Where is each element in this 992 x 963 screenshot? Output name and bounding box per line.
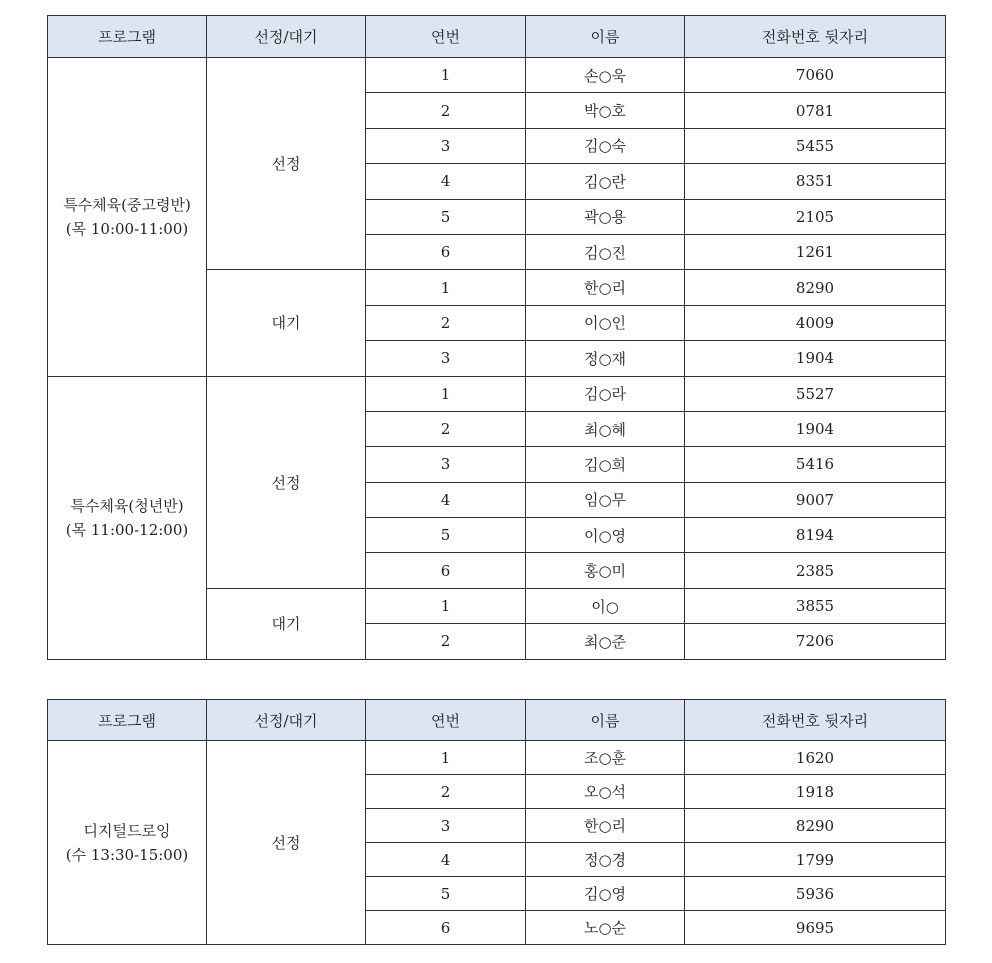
header-phone: 전화번호 뒷자리 (685, 700, 946, 741)
phone-last-digits: 8351 (685, 164, 946, 199)
participant-name: 오○석 (526, 775, 685, 809)
participant-name: 홍○미 (526, 553, 685, 588)
participant-name: 한○리 (526, 809, 685, 843)
phone-last-digits: 5527 (685, 376, 946, 411)
program-name: 디지털드로잉 (83, 821, 171, 840)
phone-last-digits: 8290 (685, 270, 946, 305)
program-time: (목 10:00-11:00) (65, 219, 189, 238)
row-number: 6 (366, 553, 526, 588)
phone-last-digits: 7206 (685, 624, 946, 659)
status-selected: 선정 (207, 741, 366, 945)
program-name: 특수체육(중고령반) (63, 195, 191, 214)
participant-name: 임○무 (526, 482, 685, 517)
phone-last-digits: 1904 (685, 341, 946, 376)
row-number: 1 (366, 58, 526, 93)
participant-name: 박○호 (526, 93, 685, 128)
phone-last-digits: 9695 (685, 911, 946, 945)
row-number: 2 (366, 93, 526, 128)
phone-last-digits: 2385 (685, 553, 946, 588)
participant-name: 이○인 (526, 305, 685, 340)
row-number: 1 (366, 588, 526, 623)
row-number: 3 (366, 341, 526, 376)
row-number: 1 (366, 376, 526, 411)
row-number: 6 (366, 911, 526, 945)
participant-name: 김○영 (526, 877, 685, 911)
program-name: 특수체육(청년반) (70, 496, 184, 515)
table-row (48, 376, 946, 411)
phone-last-digits: 1261 (685, 234, 946, 269)
row-number: 1 (366, 270, 526, 305)
phone-last-digits: 3855 (685, 588, 946, 623)
phone-last-digits: 1918 (685, 775, 946, 809)
header-program: 프로그램 (48, 700, 207, 741)
roster-table-2-body (48, 741, 946, 945)
header-row (48, 700, 946, 741)
row-number: 3 (366, 128, 526, 163)
row-number: 2 (366, 624, 526, 659)
participant-name: 김○라 (526, 376, 685, 411)
participant-name: 김○란 (526, 164, 685, 199)
header-phone: 전화번호 뒷자리 (685, 16, 946, 58)
participant-name: 김○희 (526, 447, 685, 482)
row-number: 2 (366, 411, 526, 446)
row-number: 2 (366, 305, 526, 340)
participant-name: 손○욱 (526, 58, 685, 93)
table-row (48, 741, 946, 775)
phone-last-digits: 5455 (685, 128, 946, 163)
participant-name: 정○경 (526, 843, 685, 877)
row-number: 1 (366, 741, 526, 775)
table-row (48, 58, 946, 93)
phone-last-digits: 4009 (685, 305, 946, 340)
phone-last-digits: 8290 (685, 809, 946, 843)
roster-table-1-body (48, 58, 946, 660)
row-number: 5 (366, 199, 526, 234)
program-cell (48, 376, 207, 659)
phone-last-digits: 1904 (685, 411, 946, 446)
header-row (48, 16, 946, 58)
phone-last-digits: 1620 (685, 741, 946, 775)
phone-last-digits: 1799 (685, 843, 946, 877)
phone-last-digits: 9007 (685, 482, 946, 517)
row-number: 4 (366, 843, 526, 877)
header-status: 선정/대기 (207, 700, 366, 741)
participant-name: 이○영 (526, 518, 685, 553)
header-number: 연번 (366, 16, 526, 58)
phone-last-digits: 5416 (685, 447, 946, 482)
phone-last-digits: 0781 (685, 93, 946, 128)
participant-name: 한○리 (526, 270, 685, 305)
participant-name: 노○순 (526, 911, 685, 945)
row-number: 4 (366, 164, 526, 199)
phone-last-digits: 5936 (685, 877, 946, 911)
roster-table-1 (47, 15, 946, 660)
program-cell (48, 741, 207, 945)
participant-name: 곽○용 (526, 199, 685, 234)
participant-name: 조○훈 (526, 741, 685, 775)
row-number: 3 (366, 809, 526, 843)
program-time: (목 11:00-12:00) (65, 520, 189, 539)
participant-name: 정○재 (526, 341, 685, 376)
row-number: 6 (366, 234, 526, 269)
phone-last-digits: 7060 (685, 58, 946, 93)
status-selected: 선정 (207, 58, 366, 270)
participant-name: 이○ (526, 588, 685, 623)
status-selected: 선정 (207, 376, 366, 588)
header-program: 프로그램 (48, 16, 207, 58)
row-number: 4 (366, 482, 526, 517)
row-number: 2 (366, 775, 526, 809)
row-number: 5 (366, 877, 526, 911)
phone-last-digits: 2105 (685, 199, 946, 234)
program-time: (수 13:30-15:00) (65, 845, 189, 864)
phone-last-digits: 8194 (685, 518, 946, 553)
row-number: 5 (366, 518, 526, 553)
program-cell (48, 58, 207, 377)
participant-name: 김○진 (526, 234, 685, 269)
participant-name: 최○준 (526, 624, 685, 659)
status-waiting: 대기 (207, 588, 366, 659)
header-status: 선정/대기 (207, 16, 366, 58)
participant-name: 최○혜 (526, 411, 685, 446)
status-waiting: 대기 (207, 270, 366, 376)
header-name: 이름 (526, 700, 685, 741)
participant-name: 김○숙 (526, 128, 685, 163)
header-number: 연번 (366, 700, 526, 741)
header-name: 이름 (526, 16, 685, 58)
roster-table-2 (47, 699, 946, 945)
row-number: 3 (366, 447, 526, 482)
